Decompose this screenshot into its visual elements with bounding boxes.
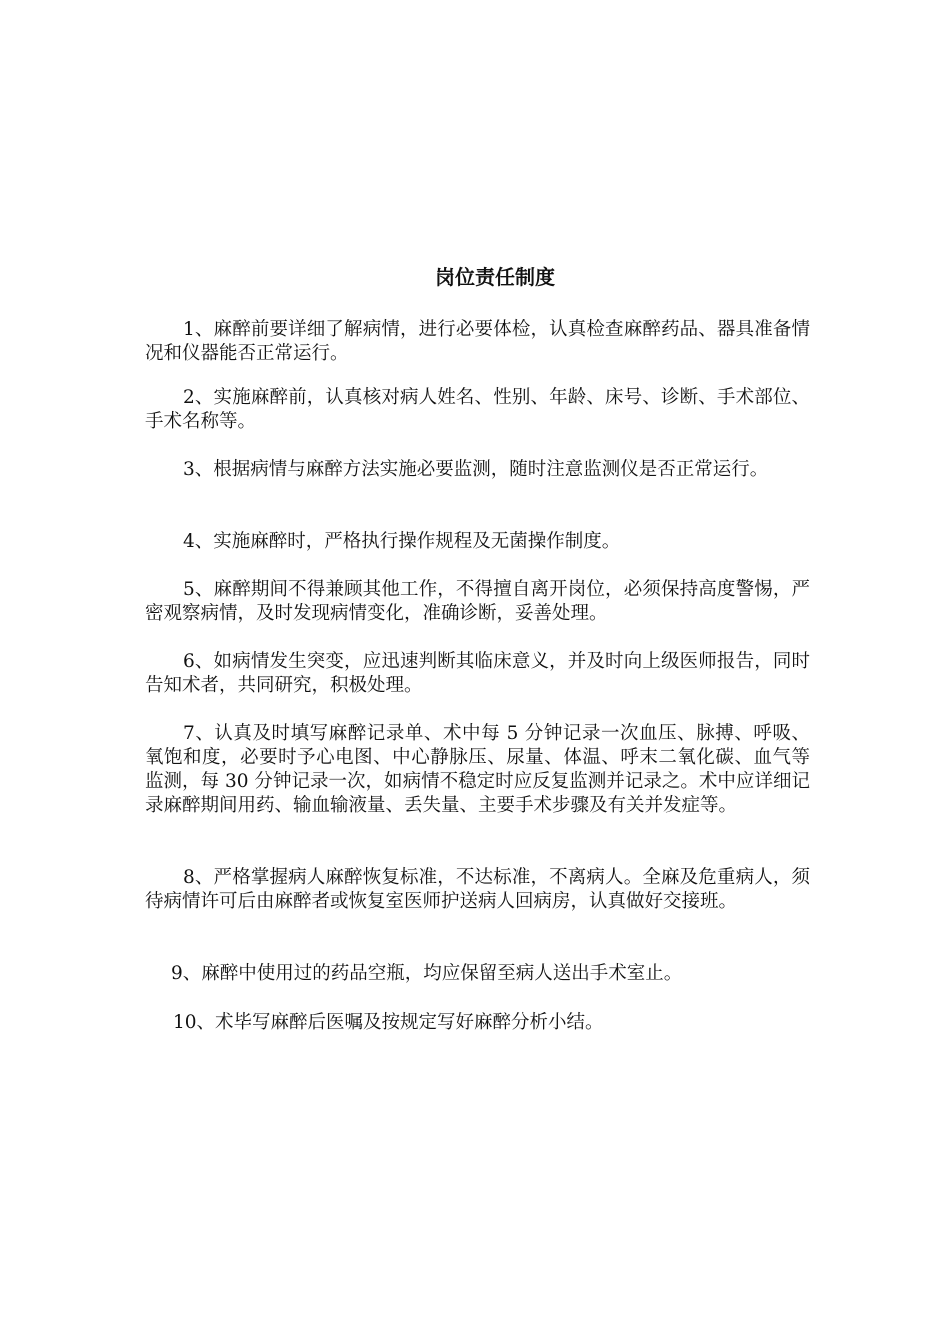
clause-8: 8、严格掌握病人麻醉恢复标准，不达标准，不离病人。全麻及危重病人，须待病情许可后由麻醉者或恢复室医师护送病人回病房，认真做好交接班。 [145, 867, 810, 912]
clause-9: 9、麻醉中使用过的药品空瓶，均应保留至病人送出手术室止。 [171, 963, 683, 984]
clause-10: 10、术毕写麻醉后医嘱及按规定写好麻醉分析小结。 [173, 1012, 604, 1033]
clause-7: 7、认真及时填写麻醉记录单、术中每 5 分钟记录一次血压、脉搏、呼吸、氧饱和度，必要时予心电图、中心静脉压、尿量、体温、呼末二氧化碳、血气等监测，每 30 分钟记录一次，如病情不稳定时应反复监测并记录之。术中应详细记录麻醉期间用药、输血输液量、丢失量、主要手术步骤及有关并发症等。 [145, 723, 810, 816]
clause-3: 3、根据病情与麻醉方法实施必要监测，随时注意监测仪是否正常运行。 [183, 459, 769, 480]
clause-1: 1、麻醉前要详细了解病情，进行必要体检，认真检查麻醉药品、器具准备情况和仪器能否正常运行。 [145, 319, 810, 364]
document-title: 岗位责任制度 [435, 265, 555, 289]
clause-4: 4、实施麻醉时，严格执行操作规程及无菌操作制度。 [183, 531, 621, 552]
clause-2: 2、实施麻醉前，认真核对病人姓名、性别、年龄、床号、诊断、手术部位、手术名称等。 [145, 387, 810, 432]
clause-5: 5、麻醉期间不得兼顾其他工作，不得擅自离开岗位，必须保持高度警惕，严密观察病情，及时发现病情变化，准确诊断，妥善处理。 [145, 579, 810, 624]
clause-6: 6、如病情发生突变，应迅速判断其临床意义，并及时向上级医师报告，同时告知术者，共同研究，积极处理。 [145, 651, 810, 696]
